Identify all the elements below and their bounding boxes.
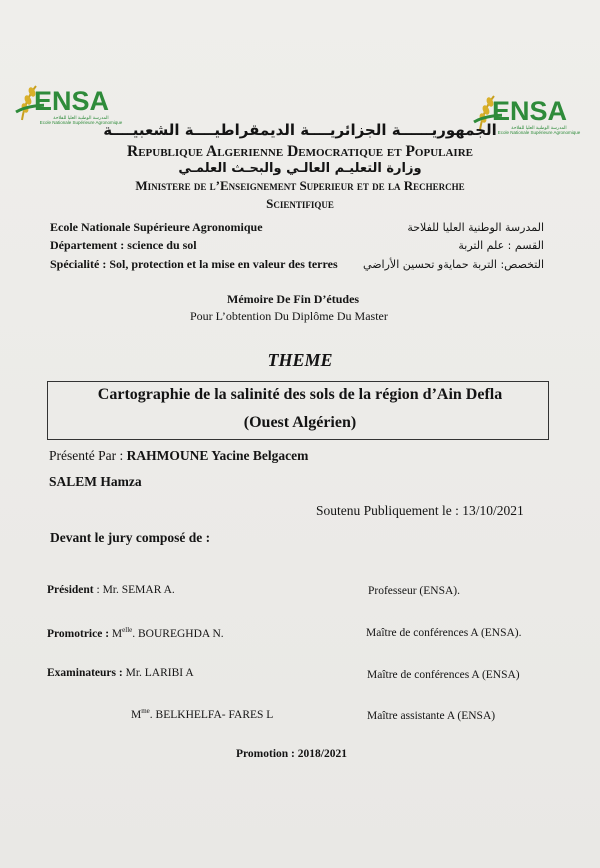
president-name: : Mr. SEMAR A. <box>93 584 175 596</box>
arabic-republic-title: الجمهوريــــــة الجزائريــــة الديمقراطيــــة الشعبيــــة <box>103 121 497 139</box>
logo-subtitle: المدرسة الوطنية العليا للفلاحة Ecole Nationale Supérieure Agronomique <box>39 115 123 125</box>
examinateurs-label: Examinateurs : <box>47 667 126 679</box>
promotrice-title: Maître de conférences A (ENSA). <box>366 627 522 639</box>
examinateur-2-title: Maître assistante A (ENSA) <box>367 710 496 722</box>
logo-text: ENSA <box>492 96 568 126</box>
department-fr: Département : science du sol <box>50 238 197 252</box>
examinateur-1-name: Mr. LARIBI A <box>125 667 194 679</box>
author-name-2: SALEM Hamza <box>49 474 142 489</box>
french-republic-title: Republique Algerienne Democratique et Populaire <box>127 143 473 160</box>
examinateur-1-line <box>47 667 194 679</box>
department-ar: القسم : علم التربة <box>458 239 544 252</box>
examinateur-2-line <box>131 707 273 721</box>
promotrice-label: Promotrice : <box>47 627 112 640</box>
promotion-line: Promotion : 2018/2021 <box>236 748 347 760</box>
french-ministry-line1: Ministere de l’Enseignement Superieur et de la Recherche <box>135 178 465 193</box>
promotrice-line <box>47 626 224 640</box>
presented-by-line <box>49 448 308 464</box>
jury-heading: Devant le jury composé de : <box>50 530 211 545</box>
logo-text: ENSA <box>34 86 110 116</box>
school-name-fr: Ecole Nationale Supérieure Agronomique <box>50 220 263 234</box>
promotrice-prefix: M <box>111 627 123 640</box>
defense-date: Soutenu Publiquement le : 13/10/2021 <box>316 503 524 518</box>
president-line <box>47 584 175 596</box>
promotrice-name: . BOUREGHDA N. <box>132 627 224 640</box>
examinateur-2-sup: me <box>141 707 150 715</box>
thesis-title-line1: Cartographie de la salinité des sols de la région d’Ain Defla <box>97 386 503 403</box>
specialty-fr: Spécialité : Sol, protection et la mise en valeur des terres <box>50 257 338 271</box>
president-title: Professeur (ENSA). <box>368 585 460 597</box>
promotrice-sup: elle <box>122 626 133 634</box>
examinateur-1-title: Maître de conférences A (ENSA) <box>367 669 520 681</box>
memoire-subtitle: Pour L’obtention Du Diplôme Du Master <box>190 309 388 323</box>
french-ministry-line2: Scientifique <box>266 196 334 211</box>
school-name-ar: المدرسة الوطنية العليا للفلاحة <box>407 221 544 234</box>
specialty-ar: التخصص: التربة حمايةو تحسين الأراضي <box>363 258 544 271</box>
theme-label: THEME <box>267 350 333 370</box>
examinateur-2-prefix: M <box>131 708 142 721</box>
presented-by-label: Présenté Par : <box>49 448 127 463</box>
examinateur-2-name: . BELKHELFA- FARES L <box>149 708 274 721</box>
arabic-ministry-title: وزارة التعليـم العالـي والبحـث العلمـي <box>178 161 422 176</box>
logo-subtitle: المدرسة الوطنية العليا للفلاحة Ecole Nationale Supérieure Agronomique <box>497 125 581 135</box>
memoire-title: Mémoire De Fin D’études <box>227 292 360 306</box>
author-name-1: RAHMOUNE Yacine Belgacem <box>126 448 309 463</box>
thesis-title-line2: (Ouest Algérien) <box>243 414 357 431</box>
president-label: Président <box>47 584 94 596</box>
